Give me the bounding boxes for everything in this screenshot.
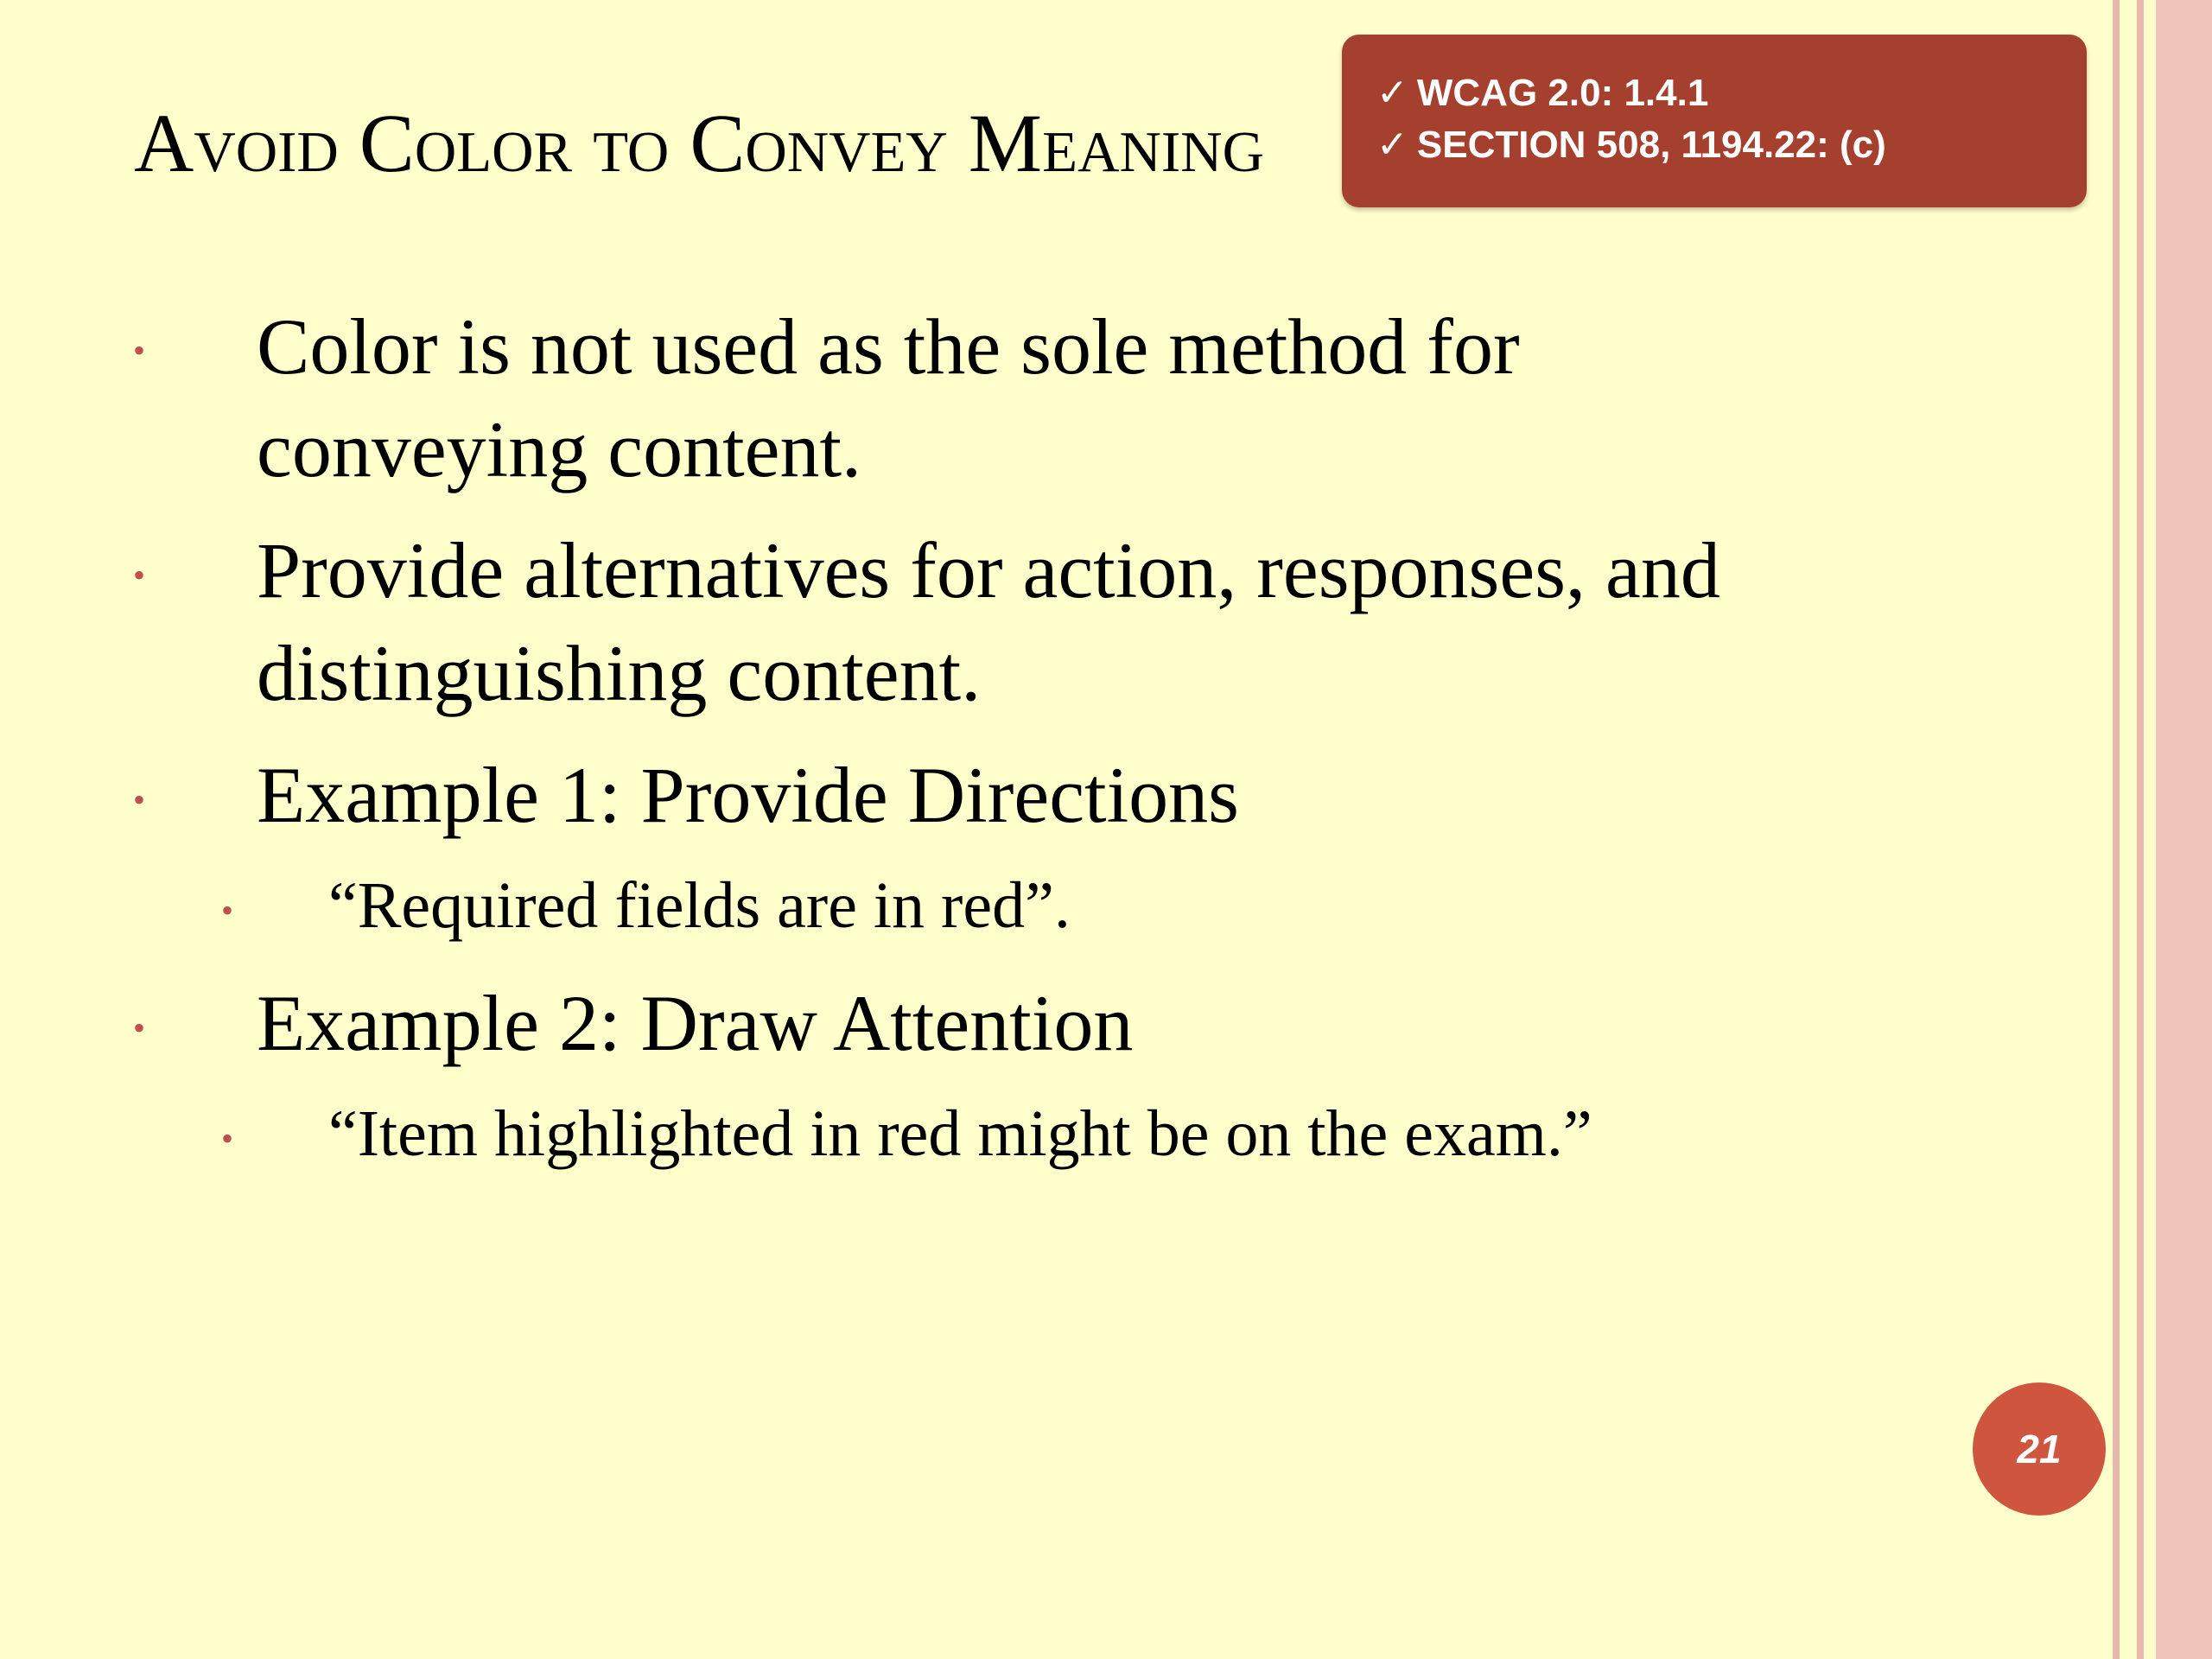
- bullet-text: Example 2: Draw Attention: [257, 979, 1134, 1067]
- standards-callout: [1342, 35, 2087, 207]
- bullet-dot: •: [133, 331, 146, 370]
- bullet-dot: •: [133, 780, 146, 819]
- check-icon: ✓: [1376, 123, 1408, 167]
- bullet-text: distinguishing content.: [257, 629, 982, 717]
- callout-line-wcag: [1376, 71, 1709, 115]
- bullet-text: conveying content.: [257, 405, 862, 493]
- bullet-dot: •: [221, 891, 234, 930]
- bullet-text: “Required fields are in red”.: [328, 869, 1071, 942]
- decorative-stripe: [2113, 0, 2120, 1659]
- page-number-badge: [1973, 1382, 2106, 1516]
- decorative-stripe: [2156, 0, 2212, 1659]
- callout-line-section-508: [1376, 123, 1886, 167]
- check-icon: ✓: [1376, 71, 1408, 115]
- bullet-dot: •: [133, 556, 146, 594]
- bullet-text: Example 1: Provide Directions: [257, 751, 1239, 839]
- bullet-text: Provide alternatives for action, responses, and: [257, 526, 1720, 614]
- bullet-text: Color is not used as the sole method for: [257, 302, 1520, 391]
- callout-text: WCAG 2.0: 1.4.1: [1416, 72, 1709, 114]
- bullet-dot: •: [221, 1119, 234, 1158]
- page-number: 21: [2017, 1427, 2062, 1471]
- decorative-stripe: [2144, 0, 2156, 1659]
- bullet-dot: •: [133, 1008, 146, 1047]
- bullet-text: “Item highlighted in red might be on the exam.”: [328, 1097, 1592, 1170]
- decorative-stripe: [2137, 0, 2144, 1659]
- slide-title: Avoid Color to Convey Meaning: [134, 97, 1264, 189]
- decorative-stripe: [2120, 0, 2137, 1659]
- callout-text: SECTION 508, 1194.22: (c): [1416, 124, 1886, 166]
